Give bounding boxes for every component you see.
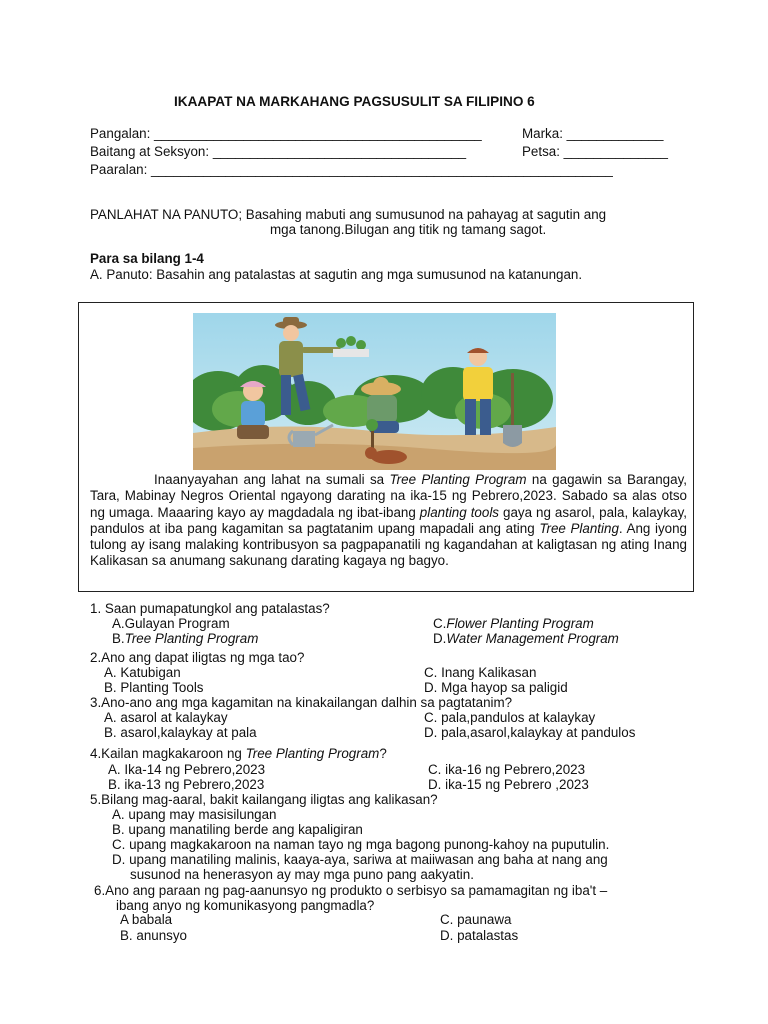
question-2: 2.Ano ang dapat iligtas ng mga tao?: [90, 650, 305, 665]
passage-text-2: na gagawin sa Barangay, Tara, Mabinay Negros Oriental ngayong darating na ika-15 ng Pebrero,2023. Sabado sa alas otso ng umaga. Maaaring kayo ay magdadala ng ibat-ibang: [90, 472, 687, 520]
q5-choice-b: B. upang manatiling berde ang kapaligiran: [112, 822, 363, 837]
general-instruction-label: PANLAHAT NA PANUTO;: [90, 207, 243, 222]
question-4-mark: ?: [379, 746, 387, 761]
q3-choice-c: C. pala,pandulos at kalaykay: [424, 710, 596, 725]
tree-planting-illustration: [193, 313, 556, 470]
question-5: 5.Bilang mag-aaral, bakit kailangang iligtas ang kalikasan?: [90, 792, 438, 807]
q4-choice-c: C. ika-16 ng Pebrero,2023: [428, 762, 586, 777]
general-instruction-line2: mga tanong.Bilugan ang titik ng tamang sagot.: [270, 222, 547, 237]
question-4-text: 4.Kailan magkakaroon ng: [90, 746, 246, 761]
passage-text-3: gaya ng asarol, pala, kalaykay, pandulos at iba pang kagamitan sa pagtatanim upang mapadali ang ating: [90, 504, 687, 536]
q1-choice-a: A.Gulayan Program: [112, 616, 230, 631]
q1-choice-d-text: Water Management Program: [446, 631, 619, 646]
question-4-emphasis: Tree Planting Program: [245, 746, 380, 761]
question-6-continued: ibang anyo ng komunikasyong pangmadla?: [116, 898, 375, 913]
passage-emphasis-3: Tree Planting: [539, 520, 619, 536]
grade-section-field: Baitang at Seksyon: __________________________________: [90, 144, 467, 159]
q4-choice-a: A. Ika-14 ng Pebrero,2023: [108, 762, 266, 777]
general-instruction: [90, 207, 606, 222]
q3-choice-d: D. pala,asarol,kalaykay at pandulos: [424, 725, 636, 740]
question-3: 3.Ano-ano ang mga kagamitan na kinakailangan dalhin sa pagtatanim?: [90, 695, 513, 710]
question-4: [90, 746, 387, 761]
q3-choice-b: B. asarol,kalaykay at pala: [104, 725, 257, 740]
q2-choice-c: C. Inang Kalikasan: [424, 665, 537, 680]
passage-emphasis-1: Tree Planting Program: [389, 472, 527, 487]
passage-text-4: . Ang iyong tulong ay isang malaking kontribusyon sa pagpapanatili ng kagandahan at kaligtasan ng ating Inang Kalikasan sa anumang sakunang darating kagaya ng bagyo.: [90, 520, 687, 569]
q6-choice-d: D. patalastas: [440, 928, 519, 943]
q1-choice-d: [433, 631, 619, 646]
q5-choice-d: D. upang manatiling malinis, kaaya-aya, sariwa at maiiwasan ang baha at nang ang: [112, 852, 608, 867]
page-title: IKAAPAT NA MARKAHANG PAGSUSULIT SA FILIPINO 6: [174, 94, 535, 109]
q6-choice-c: C. paunawa: [440, 912, 512, 927]
q2-choice-b: B. Planting Tools: [104, 680, 204, 695]
score-field: Marka: _____________: [522, 126, 664, 141]
q6-choice-a: A babala: [120, 912, 173, 927]
q2-choice-d: D. Mga hayop sa paligid: [424, 680, 568, 695]
q1-choice-c-text: Flower Planting Program: [446, 616, 594, 631]
date-field: Petsa: ______________: [522, 144, 668, 159]
q6-choice-b: B. anunsyo: [120, 928, 187, 943]
q4-choice-d: D. ika-15 ng Pebrero ,2023: [428, 777, 589, 792]
question-6: 6.Ano ang paraan ng pag-aanunsyo ng produkto o serbisyo sa pamamagitan ng iba't –: [94, 883, 608, 898]
q1-choice-b-text: Tree Planting Program: [124, 631, 259, 646]
q5-choice-d-continued: susunod na henerasyon ay may mga puno pang aakyatin.: [130, 867, 474, 882]
q2-choice-a: A. Katubigan: [104, 665, 181, 680]
section-instruction: A. Panuto: Basahin ang patalastas at sagutin ang mga sumusunod na katanungan.: [90, 267, 583, 282]
q3-choice-a: A. asarol at kalaykay: [104, 710, 228, 725]
q1-choice-b-letter: B.: [112, 631, 125, 646]
ad-passage: [90, 472, 687, 570]
general-instruction-line1: Basahing mabuti ang sumusunod na pahayag at sagutin ang: [245, 207, 607, 222]
q1-choice-b: [112, 631, 258, 646]
passage-emphasis-2: planting tools: [419, 504, 499, 520]
q1-choice-c-letter: C.: [433, 616, 447, 631]
q5-choice-c: C. upang magkakaroon na naman tayo ng mga bagong punong-kahoy na puputulin.: [112, 837, 610, 852]
school-field: Paaralan: ______________________________________________________________: [90, 162, 613, 177]
q1-choice-c: [433, 616, 594, 631]
question-1: 1. Saan pumapatungkol ang patalastas?: [90, 601, 330, 616]
passage-text-1: Inaanyayahan ang lahat na sumali sa: [154, 472, 390, 487]
section-heading: Para sa bilang 1-4: [90, 251, 204, 266]
name-field: Pangalan: ____________________________________________: [90, 126, 482, 141]
q4-choice-b: B. ika-13 ng Pebrero,2023: [108, 777, 265, 792]
q5-choice-a: A. upang may masisilungan: [112, 807, 277, 822]
q1-choice-d-letter: D.: [433, 631, 447, 646]
